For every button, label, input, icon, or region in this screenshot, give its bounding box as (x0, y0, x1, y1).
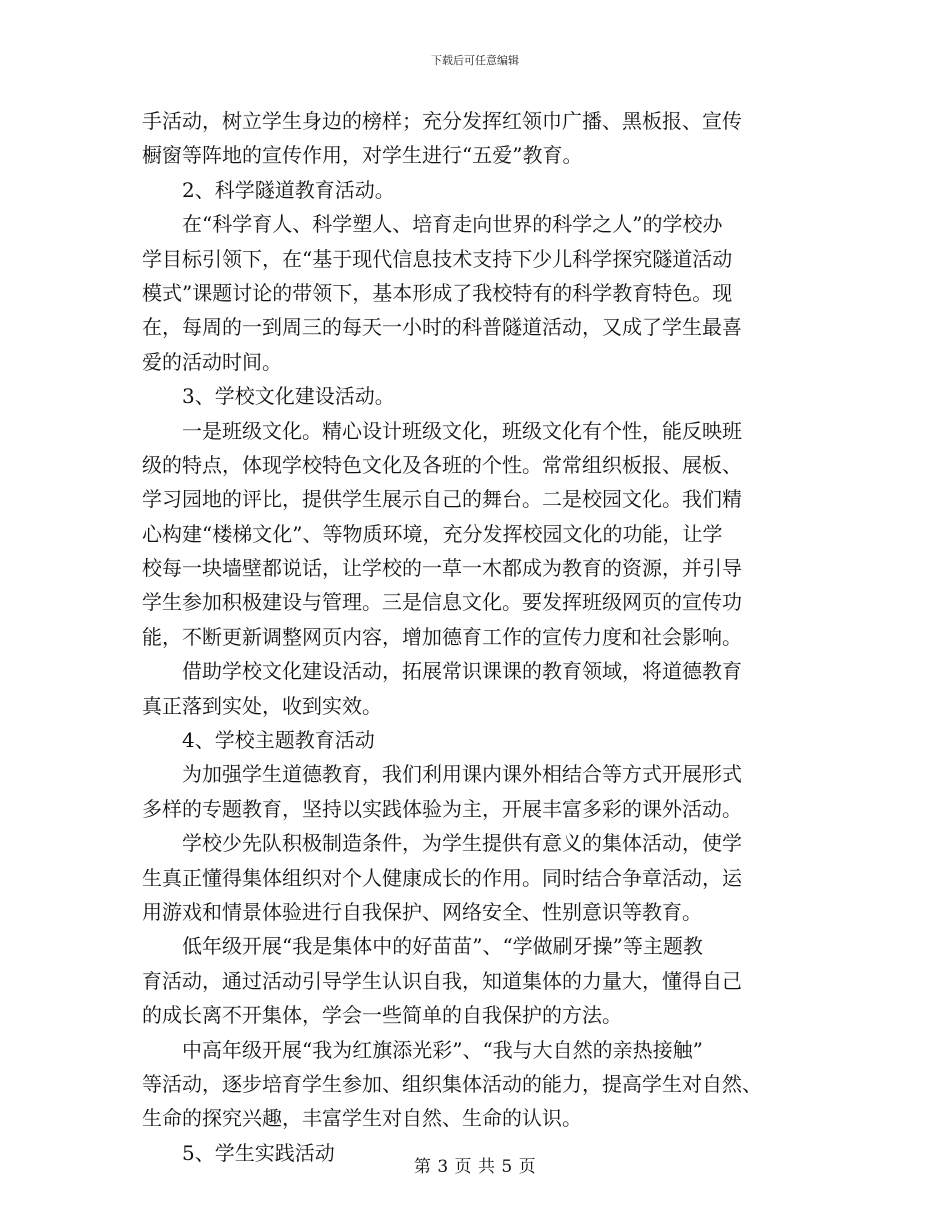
page-number: 第 3 页 共 5 页 (413, 1157, 537, 1177)
text-line: 手活动，树立学生身边的榜样；充分发挥红领巾广播、黑板报、宣传 (142, 109, 742, 133)
text-line: 心构建“楼梯文化”、等物质环境，充分发挥校园文化的功能，让学 (142, 521, 723, 546)
text-line: 生真正懂得集体组织对个人健康成长的作用。同时结合争章活动，运 (142, 865, 742, 890)
text-line: 中高年级开展“我为红旗添光彩”、“我与大自然的亲热接触” (142, 1037, 703, 1062)
text-line: 生命的探究兴趣，丰富学生对自然、生命的认识。 (142, 1106, 582, 1131)
text-line: 学校少先队积极制造条件，为学生提供有意义的集体活动，使学 (142, 831, 742, 856)
text-line: 能，不断更新调整网页内容，增加德育工作的宣传力度和社会影响。 (142, 624, 742, 649)
text-line: 学习园地的评比，提供学生展示自己的舞台。二是校园文化。我们精 (142, 487, 742, 512)
text-line: 爱的活动时间。 (142, 349, 282, 374)
text-line: 的成长离不开集体，学会一些简单的自我保护的方法。 (142, 1003, 622, 1028)
text-line: 低年级开展“我是集体中的好苗苗”、“学做刷牙操”等主题教 (142, 934, 703, 959)
text-line: 模式”课题讨论的带领下，基本形成了我校特有的科学教育特色。现 (142, 280, 733, 305)
text-line: 在，每周的一到周三的每天一小时的科普隧道活动，又成了学生最喜 (142, 315, 742, 340)
text-line: 橱窗等阵地的宣传作用，对学生进行“五爱”教育。 (142, 143, 583, 168)
text-line: 一是班级文化。精心设计班级文化，班级文化有个性，能反映班 (142, 418, 742, 443)
text-line: 级的特点，体现学校特色文化及各班的个性。常常组织板报、展板、 (142, 452, 742, 477)
text-line: 真正落到实处，收到实效。 (142, 693, 382, 718)
text-line: 多样的专题教育，坚持以实践体验为主，开展丰富多彩的课外活动。 (142, 796, 742, 821)
text-line: 借助学校文化建设活动，拓展常识课课的教育领域，将道德教育 (142, 659, 742, 684)
text-line: 育活动，通过活动引导学生认识自我，知道集体的力量大，懂得自己 (142, 968, 742, 993)
text-line: 在“科学育人、科学塑人、培育走向世界的科学之人”的学校办 (142, 212, 723, 237)
text-line: 用游戏和情景体验进行自我保护、网络安全、性别意识等教育。 (142, 899, 702, 924)
section-heading: 4、学校主题教育活动 (142, 728, 375, 753)
text-line: 学生参加积极建设与管理。三是信息文化。要发挥班级网页的宣传功 (142, 590, 742, 615)
section-heading: 3、学校文化建设活动。 (142, 384, 395, 409)
text-line: 为加强学生道德教育，我们利用课内课外相结合等方式开展形式 (142, 762, 742, 787)
text-line: 学目标引领下，在“基于现代信息技术支持下少儿科学探究隧道活动 (142, 246, 733, 271)
page-header: 下载后可任意编辑 (431, 54, 519, 67)
section-heading: 2、科学隧道教育活动。 (142, 177, 395, 202)
section-heading: 5、学生实践活动 (142, 1140, 335, 1165)
text-line: 校每一块墙壁都说话，让学校的一草一木都成为教育的资源，并引导 (142, 556, 742, 581)
document-body (142, 104, 810, 1170)
text-line: 等活动，逐步培育学生参加、组织集体活动的能力，提高学生对自然、 (142, 1071, 762, 1096)
